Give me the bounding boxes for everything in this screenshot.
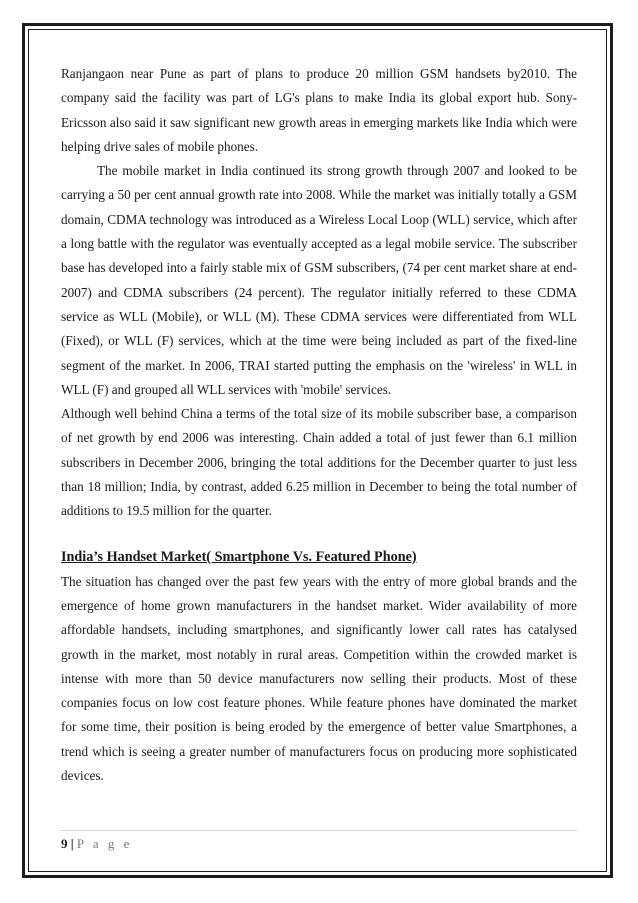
page-footer	[61, 835, 132, 853]
footer-divider	[59, 830, 578, 831]
section-heading: India’s Handset Market( Smartphone Vs. Featured Phone)	[61, 548, 417, 565]
page-label: P a g e	[76, 836, 133, 851]
page-body	[61, 62, 577, 788]
paragraph-handset-market: The situation has changed over the past few years with the entry of more global brands and the emergence of home grown manufacturers in the handset market. Wider availability of more affordable handsets, including smartphones, and significantly lower call rates has catalysed growth in the market, most notably in rural areas. Competition within the crowded market is intense with more than 50 device manufacturers now selling their products. Most of these companies focus on low cost feature phones. While feature phones have dominated the market for some time, their position is being eroded by the emergence of better value Smartphones, a trend which is seeing a greater number of manufacturers focus on producing more sophisticated devices.	[61, 573, 577, 784]
paragraph-mobile-market: The mobile market in India continued its strong growth through 2007 and looked to be carrying a 50 per cent annual growth rate into 2008. While the market was initially totally a GSM domain, CDMA technology was introduced as a Wireless Local Loop (WLL) service, which after a long battle with the regulator was eventually accepted as a legal mobile service. The subscriber base has developed into a fairly stable mix of GSM subscribers, (74 per cent market share at end-2007) and CDMA subscribers (24 percent). The regulator initially referred to these CDMA service as WLL (Mobile), or WLL (M). These CDMA services were differentiated from WLL (Fixed), or WLL (F) services, which at the time were being included as part of the fixed-line segment of the market. In 2006, TRAI started putting the emphasis on the 'wireless' in WLL in WLL (F) and grouped all WLL services with 'mobile' services.	[61, 163, 577, 397]
footer-separator: |	[70, 836, 74, 851]
page-number: 9	[61, 836, 68, 851]
paragraph-lg-sony: Ranjangaon near Pune as part of plans to produce 20 million GSM handsets by2010. The company said the facility was part of LG's plans to make India its global export hub. Sony-Ericsson also said it saw significant new growth areas in emerging markets like India which were helping drive sales of mobile phones.	[61, 66, 577, 154]
paragraph-china-comparison: Although well behind China a terms of the total size of its mobile subscriber base, a comparison of net growth by end 2006 was interesting. Chain added a total of just fewer than 6.1 million subscribers in December 2006, bringing the total additions for the December quarter to just less than 18 million; India, by contrast, added 6.25 million in December to being the total number of additions to 19.5 million for the quarter.	[61, 406, 577, 519]
